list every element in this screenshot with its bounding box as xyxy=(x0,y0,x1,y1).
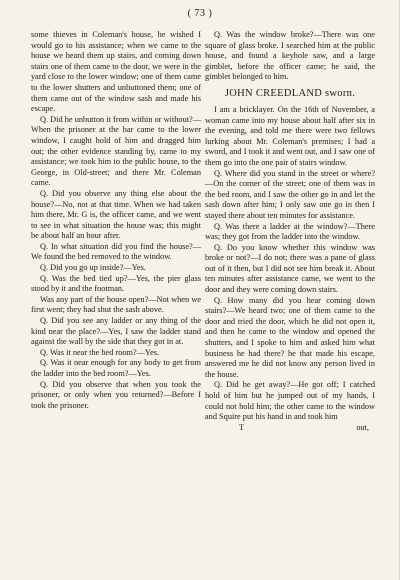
paragraph: Q. In what situation did you find the house?—We found the bed removed to the window. xyxy=(31,241,201,262)
paragraph: Q. Did he get away?—He got off; I catched hold of him but he jumped out of my hands, I could not hold him; the other came to the window and Squire put his hand in and took him xyxy=(205,380,375,422)
page-number: ( 73 ) xyxy=(187,8,213,19)
witness-heading: JOHN CREEDLAND sworn. xyxy=(224,87,356,99)
paragraph: some thieves in Coleman's house, he wished I would go to his assistance; when we came to the house we heard them up stairs, and coming down stairs one of them came to the door, we were in the yard close to the lower window; one of them came to the lower shutters and unbuttoned them; one of them came out of the window sash and made his escape. xyxy=(31,30,201,114)
signature-mark: T xyxy=(239,422,245,432)
page-footer xyxy=(205,423,375,433)
paragraph: Q. Did you see any ladder or any thing of the kind near the place?—Yes, I saw the ladder stand against the wall by the side that they got in at. xyxy=(31,316,201,347)
paragraph: Was any part of the house open?—Not when we first went; they had shut the sash above. xyxy=(31,294,201,315)
paragraph: Q. Where did you stand in the street or where?—On the corner of the street; one of them was in the bed room, and I saw the other go in and let the sash down after him; I only saw one go in then I stayed there about ten minutes for assistance. xyxy=(205,168,375,220)
paragraph: Q. How many did you hear coming down stairs?—We heard two; one of them came to the door and tried the door, which he did not open it, and then he came to the window and opened the shutters, and I spoke to him and asked him what business he had there? he that made his escape, answered me he did not know any person lived in the house. xyxy=(205,295,375,379)
paragraph: Q. Was it near the bed room?—Yes. xyxy=(40,347,160,357)
right-column xyxy=(205,30,375,433)
paragraph: Q. Was the window broke?—There was one square of glass broke. I searched him at the public house, and found a keyhole saw, and a large gimblet, before the officer came; he said, the gimblet belonged to him. xyxy=(205,30,375,82)
paragraph: Q. Was the bed tied up?—Yes, the pier glass stood by it and the footman. xyxy=(31,273,201,294)
left-column xyxy=(31,30,201,411)
paragraph: Q. Was there a ladder at the window?—There was; they got from the ladder into the window. xyxy=(205,221,375,242)
paragraph: Q. Did you observe that when you took the prisoner, or only when you returned?—Before I took the prisoner. xyxy=(31,379,201,410)
paragraph: Q. Did you go up inside?—Yes. xyxy=(40,263,146,273)
paragraph: Q. Do you know whether this window was broke or not?—I do not; there was a pane of glass out of it then, but I did not see him break it. About ten minutes after assistance came, we went to the door and they were coming down stairs. xyxy=(205,242,375,295)
paragraph: Q. Was it near enough for any body to get from the ladder into the bed room?—Yes. xyxy=(31,358,201,378)
paragraph: Q. Did he unbutton it from within or without?—When the prisoner at the bar came to the lower window, I caught hold of him and dragged him out; the other evidence standing by, came to my assistance; we took him to the public house, to the George, in Old-street; and there Mr. Coleman came. xyxy=(31,114,201,188)
catchword: out, xyxy=(356,422,369,432)
paragraph: Q. Did you observe any thing else about the house?—No, not at that time. When we had taken him there, Mr. G is, the officer came, and we went to see in what situation the house was; this might be about half an hour after. xyxy=(31,188,201,241)
paragraph: I am a bricklayer. On the 16th of November, a woman came into my house about half after six in the evening, and told me there were two fellows lurking about Mr. Coleman's premises; I had a sword, and I took it and went out, and I saw one of them go into the one pair of stairs window. xyxy=(205,104,375,167)
